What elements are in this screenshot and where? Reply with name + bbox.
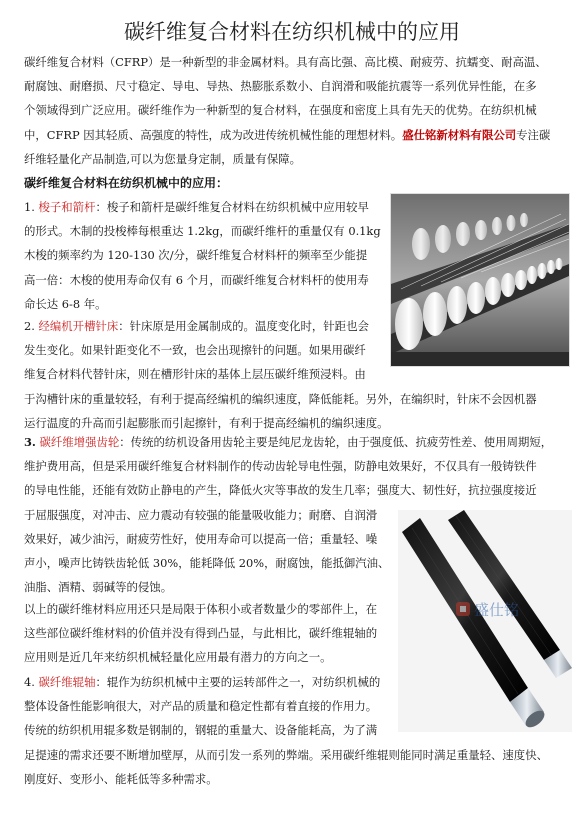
item-text: ：传统的纺机设备用齿轮主要是纯尼龙齿轮，由于强度低、抗疲劳性差、使用周期短，: [119, 435, 553, 449]
summary-line: 应用则是近几年来纺织机械轻量化应用最有潜力的方向之一。: [24, 650, 332, 665]
item-shuttle-rapier: [24, 195, 380, 316]
item-line: [24, 195, 380, 219]
item-line: 声小，噪声比铸铁齿轮低 30%，能耗降低 20%，耐腐蚀，能抵御汽油、: [24, 556, 390, 571]
item-text: ：辊作为纺织机械中主要的运转部件之一，对纺织机械的: [95, 675, 381, 689]
watermark-text: 盛仕铭: [474, 601, 520, 619]
carbon-fiber-tubes-photo: [398, 510, 572, 732]
intro-paragraph: [24, 50, 566, 171]
item-label: 碳纤维增强齿轮: [39, 435, 120, 449]
item-label: 碳纤维辊轴: [38, 675, 96, 689]
company-name: 盛仕铭新材料有限公司: [402, 127, 517, 142]
intro-text: 中，CFRP 因其轻质、高强度的特性，成为改进传统机械性能的理想材料。: [24, 127, 403, 142]
intro-line: 个领域得到广泛应用。碳纤维作为一种新型的复合材料，在强度和密度上具有先天的优势。在纺织机械: [24, 103, 537, 118]
item-line: 整体设备性能影响很大，对产品的质量和稳定性都有着直接的作用力。: [24, 699, 378, 714]
summary-line: 以上的碳纤维材料应用还只是局限于体积小或者数量少的零部件上，在: [24, 602, 378, 616]
item-label: 经编机开槽针床: [38, 319, 119, 333]
item-line: 发生变化。如果针距变化不一致，也会出现擦针的问题。如果用碳纤: [24, 343, 366, 358]
summary-paragraph: [24, 597, 396, 670]
item-number: 4.: [24, 675, 35, 689]
intro-line: 碳纤维复合材料（CFRP）是一种新型的非金属材料。具有高比强、高比模、耐疲劳、抗蠕变、耐高温、: [24, 55, 547, 69]
item-line: 运行温度的升高而引起膨胀而引起擦针，有利于提高经编机的编织速度。: [24, 415, 389, 430]
item-number: 2.: [24, 319, 35, 333]
item-line: 的形式。木制的投梭棒每根重达 1.2kg，而碳纤维杆的重量仅有 0.1kg: [24, 224, 381, 239]
textile-machine-photo: [390, 193, 570, 367]
item-line: 传统的纺织机用辊多数是钢制的，钢辊的重量大、设备能耗高，为了满: [24, 723, 378, 738]
item-text: ：针床原是用金属制成的。温度变化时，针距也会: [118, 319, 369, 333]
intro-line: 耐腐蚀、耐磨损、尺寸稳定、导电、导热、热膨胀系数小、自润滑和吸能抗震等一系列优异性能，在多: [24, 79, 537, 94]
item-line: 足提速的需求还要不断增加壁厚，从而引发一系列的弊端。采用碳纤维辊则能同时满足重量轻、速度快、: [24, 747, 548, 762]
item-line: 的导电性能，还能有效防止静电的产生，降低火灾等事故的发生几率；强度大、韧性好，抗拉强度接近: [24, 483, 537, 498]
item-number: 3.: [24, 435, 36, 449]
intro-text: 专注碳: [516, 127, 551, 142]
item-line: 刚度好、变形小、能耗低等多种需求。: [24, 771, 218, 786]
item-line: 命长达 6-8 年。: [24, 296, 107, 311]
item-line: 效果好，减少油污，耐疲劳性好，使用寿命可以提高一倍；重量轻、噪: [24, 531, 378, 546]
item-line: 高一倍：木梭的使用寿命仅有 6 个月，而碳纤维复合材料杆的使用寿: [24, 272, 369, 287]
watermark-logo: [456, 602, 470, 616]
item-line: 木梭的频率约为 120-130 次/分，碳纤维复合材料杆的频率至少能提: [24, 248, 368, 263]
intro-line: [24, 123, 566, 147]
item-line: 维复合材料代替针床，则在槽形针床的基体上层压碳纤维预浸料。由: [24, 367, 366, 382]
page-title: 碳纤维复合材料在纺织机械中的应用: [124, 20, 460, 44]
item-text: ：梭子和箭杆是碳纤维复合材料在纺织机械中应用较早: [95, 200, 369, 214]
item-line: [24, 430, 566, 454]
item-line: 维护费用高，但是采用碳纤维复合材料制作的传动齿轮导电性强，防静电效果好，不仅具有一般铸铁件: [24, 459, 537, 474]
section-heading: 碳纤维复合材料在纺织机械中的应用：: [24, 176, 229, 190]
item-line: 油脂、酒精、弱碱等的侵蚀。: [24, 580, 173, 595]
item-label: 梭子和箭杆: [38, 200, 96, 214]
summary-line: 这些部位碳纤维材料的价值并没有得到凸显，与此相比，碳纤维辊轴的: [24, 626, 378, 641]
item-number: 1.: [24, 200, 35, 214]
intro-line: 纤维轻量化产品制造,可以为您量身定制，质量有保障。: [24, 151, 301, 166]
item-line: 于屈服强度，对冲击、应力震动有较强的能量吸收能力；耐磨、自润滑: [24, 507, 378, 522]
item-line: 于沟槽针床的重量较轻，有利于提高经编机的编织速度，降低能耗。另外，在编织时，针床不会因机器: [24, 391, 537, 406]
